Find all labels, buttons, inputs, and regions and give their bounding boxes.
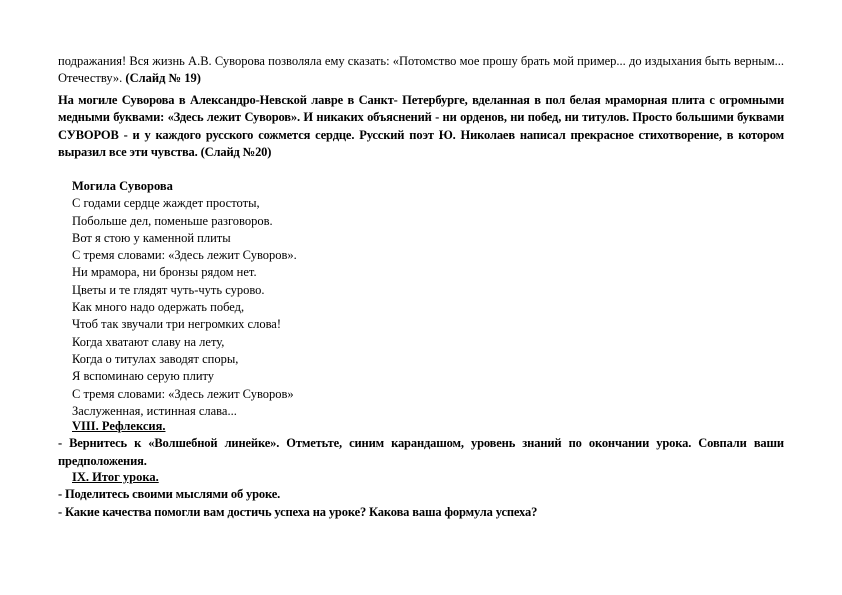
reflection-item: - Вернитесь к «Волшебной линейке». Отметьте, синим карандашом, уровень знаний по окончании урока. Совпали ваши предположения. — [58, 436, 784, 468]
summary-item: - Поделитесь своими мыслями об уроке. — [58, 487, 281, 502]
summary-heading: IX. Итог урока. — [72, 470, 159, 484]
intro-text: подражания! Вся жизнь А.В. Суворова позволяла ему сказать: «Потомство мое прошу брать мой пример... до издыхания быть верным... Отечеству». — [58, 54, 784, 86]
poem — [72, 178, 472, 420]
slide-19-reference: (Слайд № 19) — [125, 71, 201, 86]
poem-line: Как много надо одержать побед, — [72, 300, 245, 315]
summary-item: - Какие качества помогли вам достичь успеха на уроке? Какова ваша формула успеха? — [58, 504, 538, 519]
poem-line: Вот я стою у каменной плиты — [72, 230, 231, 245]
poem-line: Ни мрамора, ни бронзы рядом нет. — [72, 265, 257, 280]
poem-line: С тремя словами: «Здесь лежит Суворов» — [72, 386, 294, 401]
grave-paragraph — [58, 92, 784, 161]
reflection-heading: VIII. Рефлексия. — [72, 419, 166, 433]
poem-line: Чтоб так звучали три негромких слова! — [72, 317, 282, 332]
grave-text: На могиле Суворова в Александро-Невской лавре в Санкт- Петербурге, вделанная в пол белая мраморная плита с огромными медными буквами: «Здесь лежит Суворов». И никаких объяснений - ни орденов, ни побед, ни титулов. Просто большими буквами СУВОРОВ - и у каждого русского сожмется сердце. Русский поэт Ю. Николаев написал прекрасное стихотворение, в котором выразил все эти чувства. (Слайд №20) — [58, 93, 784, 159]
summary-section — [58, 469, 784, 521]
poem-line: Когда о титулах заводят споры, — [72, 351, 239, 366]
poem-line: Цветы и те глядят чуть-чуть сурово. — [72, 282, 265, 297]
poem-title: Могила Суворова — [72, 179, 173, 193]
document-page — [58, 0, 784, 595]
poem-line: С тремя словами: «Здесь лежит Суворов». — [72, 248, 297, 263]
poem-line: Заслуженная, истинная слава... — [72, 403, 237, 418]
intro-paragraph — [58, 53, 784, 88]
poem-line: Я вспоминаю серую плиту — [72, 369, 215, 384]
poem-line: Когда хватают славу на лету, — [72, 334, 225, 349]
poem-line: С годами сердце жаждет простоты, — [72, 196, 260, 211]
poem-line: Побольше дел, поменьше разговоров. — [72, 213, 273, 228]
reflection-section — [58, 418, 784, 470]
